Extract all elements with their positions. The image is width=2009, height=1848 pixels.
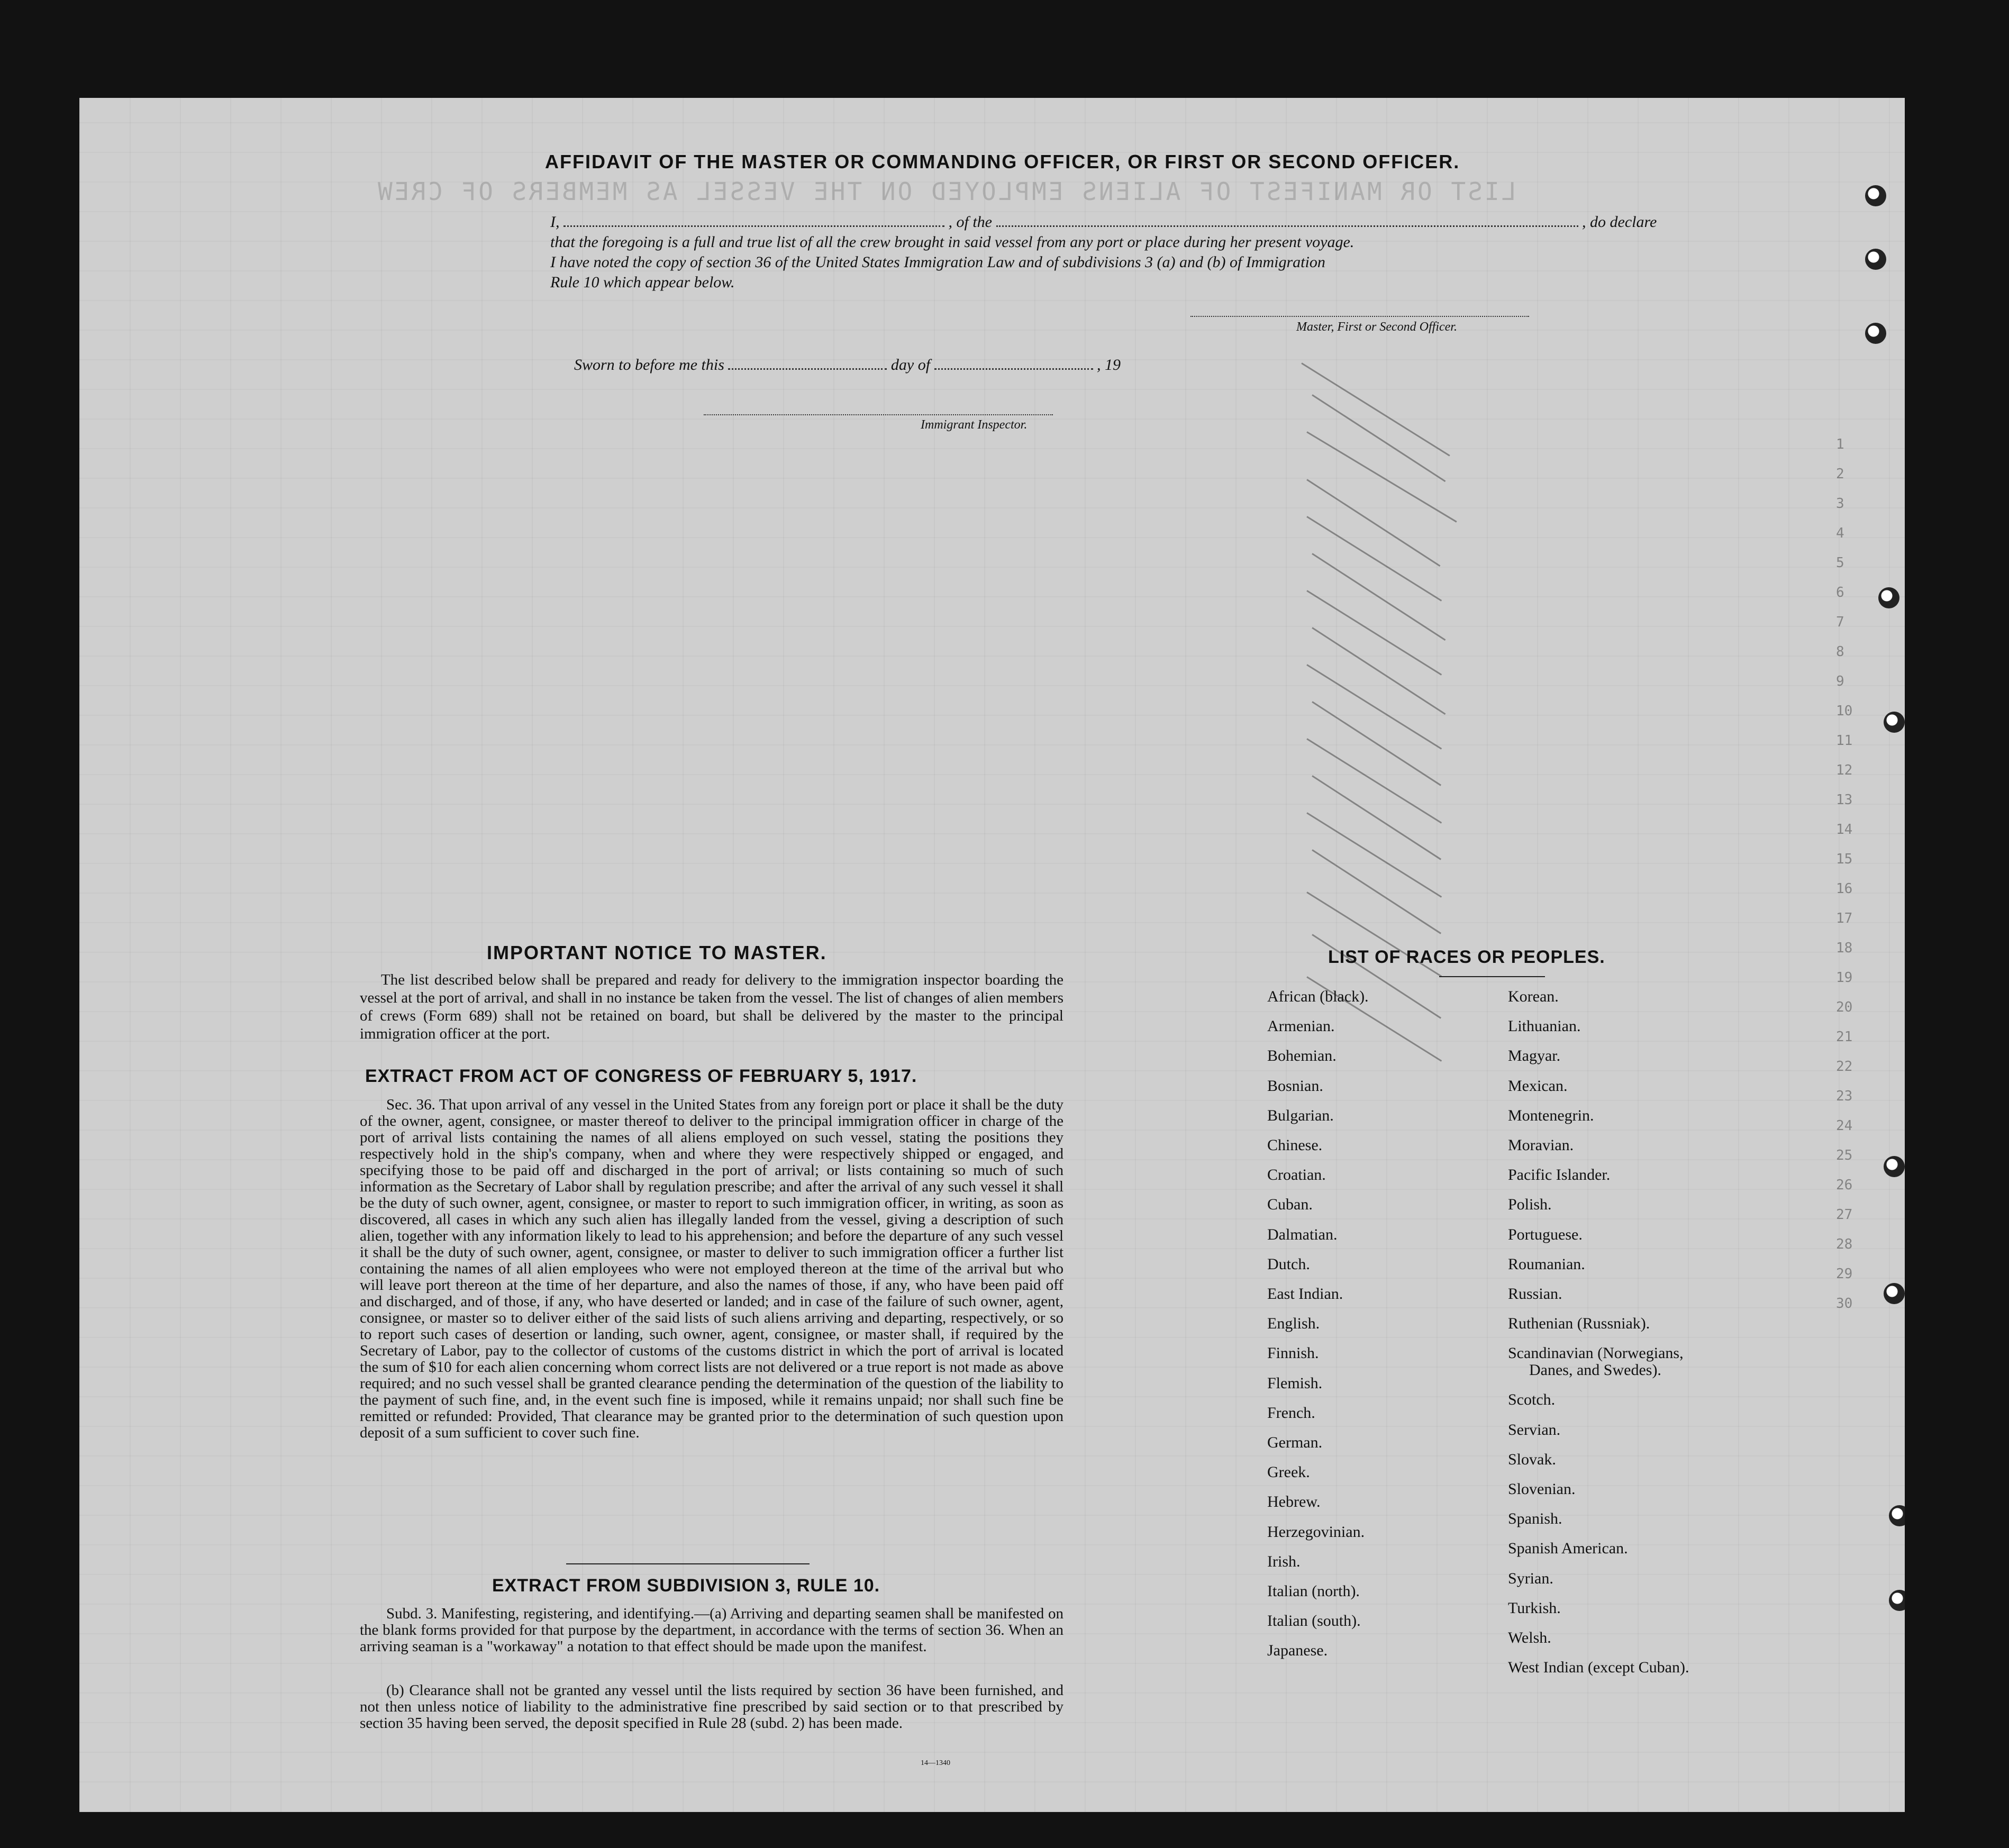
document-sheet: [79, 98, 1905, 1812]
margin-number: 18: [1836, 940, 1853, 956]
race-item: English.: [1267, 1315, 1320, 1333]
rule-title: EXTRACT FROM SUBDIVISION 3, RULE 10.: [492, 1576, 880, 1596]
margin-number: 28: [1836, 1236, 1853, 1252]
punch-hole: [1865, 185, 1886, 206]
race-item: Pacific Islander.: [1508, 1166, 1611, 1184]
race-item: Bosnian.: [1267, 1077, 1323, 1095]
races-left-column: [1267, 988, 1489, 1676]
race-item: Korean.: [1508, 988, 1559, 1005]
declare-do-declare: , do declare: [1582, 213, 1657, 231]
race-item: Armenian.: [1267, 1017, 1335, 1035]
race-item: Spanish.: [1508, 1510, 1562, 1528]
race-item: Slovenian.: [1508, 1480, 1576, 1498]
margin-number: 20: [1836, 999, 1853, 1015]
affidavit-line-4: Rule 10 which appear below.: [550, 274, 735, 291]
rule-paragraph-b: (b) Clearance shall not be granted any vessel until the lists required by section 36 have been furnished, and not then unless notice of liability to the administrative fine prescribed by said section or to that prescribed by section 35 having been served, the deposit specified in Rule 28 (subd. 2) has been made.: [360, 1682, 1063, 1732]
race-item: Italian (north).: [1267, 1582, 1360, 1600]
margin-number: 2: [1836, 466, 1844, 482]
margin-number: 17: [1836, 911, 1853, 926]
affidavit-line-2: that the foregoing is a full and true list of all the crew brought in said vessel from any port or place during her present voyage.: [550, 233, 1355, 251]
race-item: Syrian.: [1508, 1569, 1553, 1587]
race-item: Scotch.: [1508, 1391, 1556, 1409]
margin-number: 29: [1836, 1266, 1853, 1282]
race-item: African (black).: [1267, 988, 1369, 1005]
race-item: Slovak.: [1508, 1450, 1556, 1468]
races-right-column: [1508, 988, 1772, 1676]
race-item: Flemish.: [1267, 1374, 1323, 1392]
punch-hole: [1865, 249, 1886, 270]
race-item: Irish.: [1267, 1552, 1301, 1570]
race-item: Moravian.: [1508, 1136, 1574, 1154]
act-body: Sec. 36. That upon arrival of any vessel in the United States from any foreign port or place it shall be the duty of the owner, agent, consignee, or master thereof to deliver to the principal immigration officer in charge of the port of arrival lists containing the names of all aliens employed on such vessel, stating the positions they respectively hold in the ship's company, when and where they were respectively shipped or engaged, and specifying those to be paid off and discharged in the port of arrival; or lists containing so much of such information as the Secretary of Labor shall by regulation prescribe; and after the arrival of any such vessel it shall be the duty of such owner, agent, consignee, or master to report to such immigration officer, in writing, as soon as discovered, all cases in which any such alien has illegally landed from the vessel, giving a description of such alien, together with any information likely to lead to his apprehension; and before the departure of any such vessel it shall be the duty of such owner, agent, consignee, or master to deliver to such immigration officer a further list containing the names of all alien employees who were not employed thereon at the time of the arrival but who will leave port thereon at the time of her departure, and also the names of those, if any, who have been paid off and discharged, and of those, if any, who have deserted or landed; and in case of the failure of such owner, agent, consignee, or master so to deliver either of the said lists of such aliens arriving and departing, respectively, or so to report such cases of desertion or landing, such owner, agent, consignee, or master shall, if required by the Secretary of Labor, pay to the collector of customs of the customs district in which the port of arrival is located the sum of $10 for each alien concerning whom correct lists are not delivered or a true report is not made as above required; and no such vessel shall be granted clearance pending the determination of the question of the liability to the payment of such fine, and, in the event such fine is imposed, while it remains unpaid; nor shall such fine be remitted or refunded: Provided, That clearance may be granted prior to the determination of such question upon deposit of a sum sufficient to cover such fine.: [360, 1096, 1063, 1441]
race-item: West Indian (except Cuban).: [1508, 1659, 1689, 1677]
sworn-day-of: day of: [890, 356, 931, 374]
notice-title: IMPORTANT NOTICE TO MASTER.: [487, 942, 827, 963]
race-item: Hebrew.: [1267, 1493, 1321, 1511]
race-item: Magyar.: [1508, 1047, 1561, 1065]
race-item: Mexican.: [1508, 1077, 1568, 1095]
margin-number: 25: [1836, 1148, 1853, 1163]
race-item: Servian.: [1508, 1421, 1561, 1439]
race-item: Japanese.: [1267, 1642, 1328, 1660]
race-item: Montenegrin.: [1508, 1106, 1594, 1124]
margin-number: 14: [1836, 822, 1853, 837]
margin-number: 15: [1836, 851, 1853, 867]
margin-number: 9: [1836, 673, 1844, 689]
races-title-underline: [1439, 976, 1545, 977]
ghost-manifest-title: LIST OR MANIFEST OF ALIENS EMPLOYED ON THE VESSEL AS MEMBERS OF CREW: [376, 177, 1516, 206]
punch-hole: [1889, 1505, 1905, 1526]
affidavit-line-3: I have noted the copy of section 36 of the United States Immigration Law and of subdivisions 3 (a) and (b) of Immigration: [550, 253, 1325, 271]
race-item: Roumanian.: [1508, 1255, 1585, 1273]
race-item: Welsh.: [1508, 1629, 1551, 1646]
race-item: Herzegovinian.: [1267, 1523, 1365, 1541]
margin-number: 13: [1836, 792, 1853, 808]
margin-number: 27: [1836, 1207, 1853, 1223]
race-item: French.: [1267, 1404, 1315, 1422]
race-item: Lithuanian.: [1508, 1017, 1581, 1035]
race-item: Bulgarian.: [1267, 1106, 1334, 1124]
margin-number: 19: [1836, 970, 1853, 986]
races-title: LIST OF RACES OR PEOPLES.: [1328, 947, 1605, 967]
declare-of-the: , of the: [948, 213, 992, 231]
race-item: Scandinavian (Norwegians,: [1508, 1344, 1684, 1362]
race-item: Russian.: [1508, 1285, 1562, 1303]
punch-hole: [1884, 1283, 1905, 1304]
margin-number: 16: [1836, 881, 1853, 897]
punch-hole: [1878, 587, 1899, 608]
margin-number: 1: [1836, 436, 1844, 452]
race-item: Bohemian.: [1267, 1047, 1337, 1065]
race-item: Danes, and Swedes).: [1529, 1361, 1661, 1379]
race-item: Italian (south).: [1267, 1612, 1361, 1630]
margin-number: 10: [1836, 703, 1853, 719]
margin-number: 24: [1836, 1118, 1853, 1134]
margin-number: 11: [1836, 733, 1853, 749]
race-item: Portuguese.: [1508, 1225, 1583, 1243]
master-signature-line: [1190, 316, 1529, 317]
inspector-signature-line: [704, 414, 1053, 415]
race-item: Chinese.: [1267, 1136, 1323, 1154]
race-item: Cuban.: [1267, 1196, 1313, 1214]
margin-number: 7: [1836, 614, 1844, 630]
declare-i: I,: [550, 213, 560, 231]
inspector-label: Immigrant Inspector.: [921, 418, 1028, 432]
notice-body: The list described below shall be prepared and ready for delivery to the immigration inspector boarding the vessel at the port of arrival, and shall in no instance be taken from the vessel. The list of changes of alien members of crews (Form 689) shall not be retained on board, but shall be delivered by the master to the principal immigration officer at the port.: [360, 971, 1063, 1042]
margin-number: 12: [1836, 762, 1853, 778]
sworn-day-blank: [728, 368, 887, 370]
race-item: Ruthenian (Russniak).: [1508, 1315, 1650, 1333]
race-item: East Indian.: [1267, 1285, 1343, 1303]
punch-hole: [1889, 1590, 1905, 1611]
margin-number: 21: [1836, 1029, 1853, 1045]
sworn-month-blank: [934, 368, 1093, 370]
race-item: German.: [1267, 1434, 1323, 1451]
race-item: Turkish.: [1508, 1599, 1561, 1617]
punch-hole: [1884, 712, 1905, 733]
margin-number: 5: [1836, 555, 1844, 571]
affidavit-title: AFFIDAVIT OF THE MASTER OR COMMANDING OFFICER, OR FIRST OR SECOND OFFICER.: [545, 151, 1460, 172]
form-number: 14—1340: [921, 1759, 950, 1767]
margin-number: 30: [1836, 1296, 1853, 1312]
race-item: Croatian.: [1267, 1166, 1326, 1184]
margin-number: 22: [1836, 1059, 1853, 1075]
margin-number: 4: [1836, 525, 1844, 541]
rule-paragraph-a: Subd. 3. Manifesting, registering, and identifying.—(a) Arriving and departing seamen shall be manifested on the blank forms provided for that purpose by the department, in accordance with the terms of section 36. When an arriving seaman is a "workaway" a notation to that effect should be made upon the manifest.: [360, 1605, 1063, 1655]
sworn-line: [574, 356, 1121, 374]
race-item: Dalmatian.: [1267, 1225, 1338, 1243]
punch-hole: [1884, 1156, 1905, 1177]
margin-number: 8: [1836, 644, 1844, 660]
sworn-year: , 19: [1097, 356, 1121, 374]
affidavit-declaration-line: [550, 213, 1657, 231]
race-item: Finnish.: [1267, 1344, 1319, 1362]
act-title: EXTRACT FROM ACT OF CONGRESS OF FEBRUARY 5, 1917.: [365, 1066, 917, 1086]
punch-hole: [1865, 323, 1886, 344]
margin-number: 23: [1836, 1088, 1853, 1104]
margin-number: 3: [1836, 496, 1844, 512]
race-item: Spanish American.: [1508, 1540, 1628, 1558]
margin-number: 6: [1836, 585, 1844, 600]
vessel-name-blank: [996, 225, 1578, 227]
race-item: Dutch.: [1267, 1255, 1310, 1273]
margin-number: 26: [1836, 1177, 1853, 1193]
race-item: Greek.: [1267, 1463, 1310, 1481]
master-signature-label: Master, First or Second Officer.: [1296, 320, 1457, 334]
rule-separator-top: [566, 1563, 810, 1564]
sworn-prefix: Sworn to before me this: [574, 356, 724, 374]
race-item: Polish.: [1508, 1196, 1552, 1214]
declarant-name-blank: [563, 225, 944, 227]
